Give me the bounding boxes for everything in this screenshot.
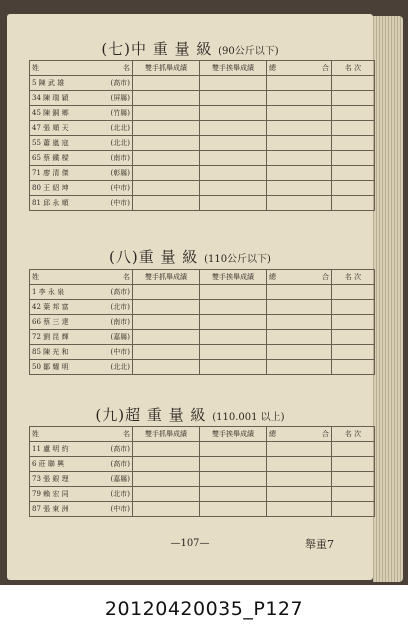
snatch-cell [133,457,200,472]
rank-cell [332,181,375,196]
header-snatch: 雙手抓舉成績 [133,427,200,442]
clean-jerk-cell [200,502,267,517]
clean-jerk-cell [200,330,267,345]
table-row [30,300,375,315]
clean-jerk-cell [200,360,267,375]
rank-cell [332,151,375,166]
header-total: 總 合 [267,270,332,285]
athlete-region: (嘉縣) [110,475,130,483]
athlete-region: (高市) [110,288,130,296]
clean-jerk-cell [200,196,267,211]
rank-cell [332,300,375,315]
athlete-region: (高市) [110,79,130,87]
rank-cell [332,76,375,91]
header-total: 總 合 [267,427,332,442]
table-header-row [30,270,375,285]
table-row [30,91,375,106]
table-row [30,196,375,211]
rank-cell [332,91,375,106]
header-snatch: 雙手抓舉成績 [133,61,200,76]
athlete-cell [30,106,133,121]
athlete-cell [30,285,133,300]
clean-jerk-cell [200,106,267,121]
results-table [29,60,375,211]
rank-cell [332,442,375,457]
athlete-cell [30,330,133,345]
athlete-cell [30,502,133,517]
table-header-row [30,61,375,76]
rank-cell [332,457,375,472]
snatch-cell [133,285,200,300]
table-row [30,487,375,502]
athlete-name: 5 陳 武 雄 [32,79,65,87]
rank-cell [332,345,375,360]
athlete-cell [30,315,133,330]
snatch-cell [133,76,200,91]
header-clean-jerk: 雙手挨舉成績 [200,270,267,285]
athlete-region: (高市) [110,460,130,468]
document-page [7,14,373,580]
header-rank: 名 次 [332,427,375,442]
athlete-name: 72 劉 昆 輝 [32,333,69,341]
snatch-cell [133,300,200,315]
clean-jerk-cell [200,472,267,487]
snatch-cell [133,181,200,196]
table-row [30,442,375,457]
rank-cell [332,136,375,151]
athlete-name: 66 蔡 三 達 [32,318,69,326]
rank-cell [332,330,375,345]
clean-jerk-cell [200,345,267,360]
total-cell [267,166,332,181]
athlete-region: (中市) [110,505,130,513]
snatch-cell [133,442,200,457]
snatch-cell [133,487,200,502]
snatch-cell [133,136,200,151]
athlete-name: 42 葉 邦 富 [32,303,69,311]
clean-jerk-cell [200,315,267,330]
athlete-cell [30,345,133,360]
athlete-name: 47 張 順 天 [32,124,69,132]
clean-jerk-cell [200,151,267,166]
athlete-cell [30,151,133,166]
rank-cell [332,106,375,121]
clean-jerk-cell [200,136,267,151]
header-name: 姓 名 [30,270,133,285]
rank-cell [332,121,375,136]
snatch-cell [133,315,200,330]
total-cell [267,76,332,91]
rank-cell [332,487,375,502]
athlete-region: (北北) [110,139,130,147]
athlete-region: (中市) [110,199,130,207]
header-total: 總 合 [267,61,332,76]
athlete-region: (北北) [110,124,130,132]
athlete-name: 1 李 永 泉 [32,288,65,296]
athlete-name: 65 蔡 鐵 樑 [32,154,69,162]
total-cell [267,472,332,487]
athlete-region: (南市) [110,154,130,162]
table-row [30,121,375,136]
athlete-cell [30,196,133,211]
page-number: —107— [170,538,210,549]
total-cell [267,91,332,106]
clean-jerk-cell [200,121,267,136]
athlete-cell [30,136,133,151]
total-cell [267,136,332,151]
total-cell [267,300,332,315]
athlete-cell [30,76,133,91]
section-title: (七)中 重 量 級 (90公斤以下) [101,40,279,58]
snatch-cell [133,91,200,106]
clean-jerk-cell [200,487,267,502]
athlete-cell [30,472,133,487]
results-table [29,269,375,375]
athlete-cell [30,166,133,181]
total-cell [267,442,332,457]
total-cell [267,151,332,166]
total-cell [267,285,332,300]
athlete-name: 85 陳 光 和 [32,348,69,356]
table-row [30,76,375,91]
clean-jerk-cell [200,457,267,472]
athlete-cell [30,121,133,136]
athlete-cell [30,487,133,502]
athlete-cell [30,360,133,375]
athlete-name: 11 盧 明 約 [32,445,69,453]
header-name: 姓 名 [30,61,133,76]
rank-cell [332,360,375,375]
clean-jerk-cell [200,76,267,91]
athlete-name: 87 張 東 洲 [32,505,69,513]
athlete-region: (北北) [110,363,130,371]
total-cell [267,181,332,196]
total-cell [267,121,332,136]
athlete-name: 55 蕭 嵐 寇 [32,139,69,147]
total-cell [267,315,332,330]
total-cell [267,106,332,121]
total-cell [267,487,332,502]
athlete-cell [30,91,133,106]
snatch-cell [133,330,200,345]
athlete-region: (屏縣) [110,94,130,102]
snatch-cell [133,472,200,487]
rank-cell [332,196,375,211]
athlete-cell [30,300,133,315]
snatch-cell [133,502,200,517]
athlete-name: 80 王 紹 坤 [32,184,69,192]
athlete-name: 81 邱 永 順 [32,199,69,207]
image-caption: 20120420035_P127 [104,598,304,620]
snatch-cell [133,106,200,121]
table-row [30,502,375,517]
rank-cell [332,166,375,181]
athlete-name: 50 鄒 耀 明 [32,363,69,371]
total-cell [267,360,332,375]
snatch-cell [133,360,200,375]
rank-cell [332,285,375,300]
snatch-cell [133,345,200,360]
athlete-region: (竹縣) [110,109,130,117]
clean-jerk-cell [200,285,267,300]
total-cell [267,330,332,345]
total-cell [267,196,332,211]
athlete-region: (嘉縣) [110,333,130,341]
table-row [30,457,375,472]
athlete-cell [30,457,133,472]
athlete-region: (高市) [110,445,130,453]
athlete-name: 73 張 銀 理 [32,475,69,483]
snatch-cell [133,121,200,136]
clean-jerk-cell [200,181,267,196]
table-row [30,181,375,196]
athlete-region: (彰縣) [110,169,130,177]
rank-cell [332,502,375,517]
clean-jerk-cell [200,166,267,181]
snatch-cell [133,151,200,166]
header-clean-jerk: 雙手挨舉成績 [200,427,267,442]
results-table [29,426,375,517]
section-title: (九)超 重 量 級 (110.001 以上) [95,406,285,424]
header-snatch: 雙手抓舉成績 [133,270,200,285]
section-title: (八)重 量 級 (110公斤以下) [109,248,271,266]
table-row [30,166,375,181]
rank-cell [332,472,375,487]
athlete-name: 79 賴 宏 同 [32,490,69,498]
clean-jerk-cell [200,300,267,315]
table-row [30,285,375,300]
header-name: 姓 名 [30,427,133,442]
athlete-region: (中市) [110,348,130,356]
athlete-region: (中市) [110,184,130,192]
athlete-name: 34 陳 瑞 穎 [32,94,69,102]
table-row [30,345,375,360]
athlete-region: (北市) [110,303,130,311]
snatch-cell [133,196,200,211]
clean-jerk-cell [200,91,267,106]
total-cell [267,457,332,472]
table-header-row [30,427,375,442]
header-rank: 名 次 [332,270,375,285]
total-cell [267,345,332,360]
page-edges [373,16,403,582]
table-row [30,106,375,121]
table-row [30,315,375,330]
header-clean-jerk: 雙手挨舉成績 [200,61,267,76]
athlete-cell [30,181,133,196]
athlete-cell [30,442,133,457]
header-rank: 名 次 [332,61,375,76]
table-row [30,360,375,375]
athlete-name: 71 廖 清 傑 [32,169,69,177]
total-cell [267,502,332,517]
page-footer-label: 舉重7 [305,538,334,551]
table-row [30,151,375,166]
table-row [30,330,375,345]
athlete-name: 6 莊 聯 興 [32,460,65,468]
athlete-name: 45 陳 銅 鄉 [32,109,69,117]
table-row [30,136,375,151]
athlete-region: (南市) [110,318,130,326]
athlete-region: (北市) [110,490,130,498]
rank-cell [332,315,375,330]
clean-jerk-cell [200,442,267,457]
snatch-cell [133,166,200,181]
table-row [30,472,375,487]
